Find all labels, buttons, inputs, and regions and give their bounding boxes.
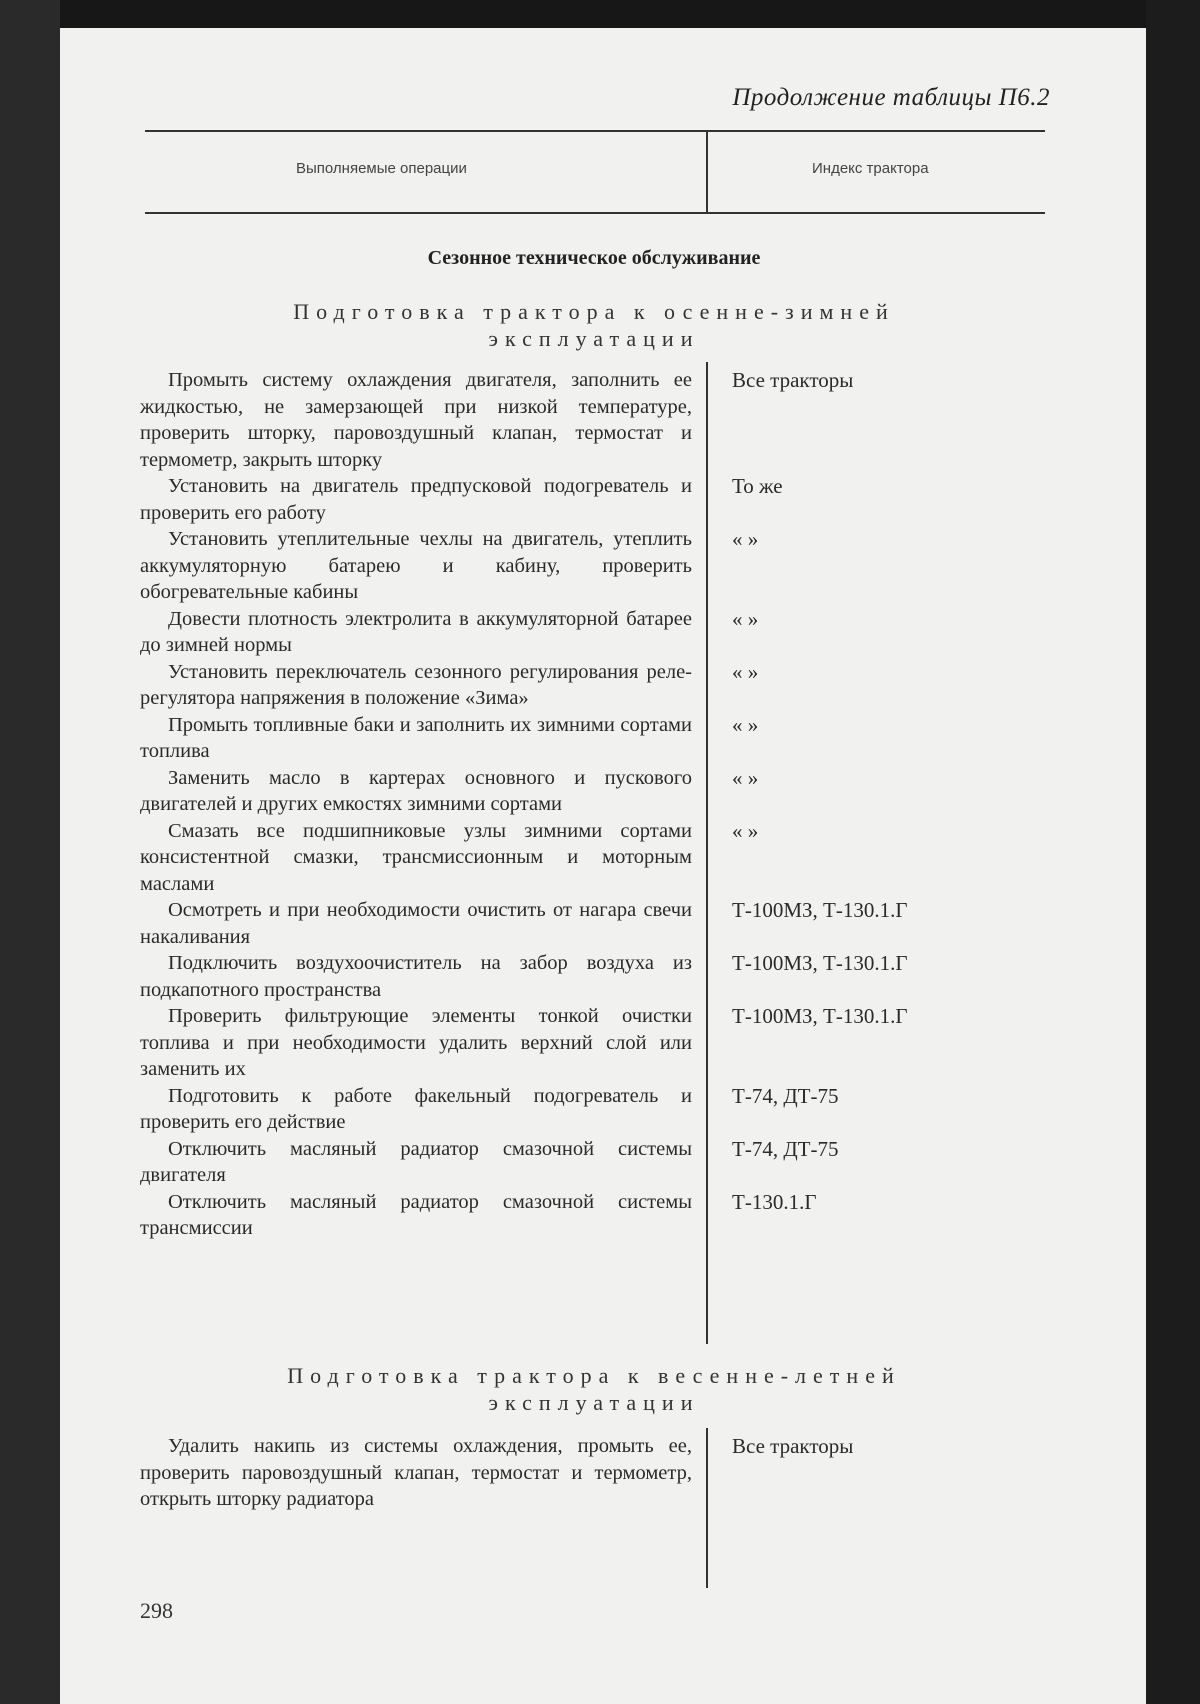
- tractor-index: « »: [732, 765, 759, 790]
- operation-text: Удалить накипь из системы охлаждения, промыть ее, проверить паровоздушный клапан, термостат и термометр, открыть шторку радиатора: [140, 1435, 692, 1510]
- table-row: [140, 712, 1080, 765]
- operation-text: Отключить масляный радиатор смазочной системы двигателя: [140, 1137, 692, 1186]
- table-row: [140, 367, 1080, 473]
- table-caption: Продолжение таблицы П6.2: [732, 84, 1050, 111]
- table-row: [140, 950, 1080, 1003]
- table-row: [140, 1083, 1080, 1136]
- operation-text: Заменить масло в картерах основного и пускового двигателей и других емкостях зимними сортами: [140, 766, 692, 815]
- tractor-index: Т-74, ДТ-75: [732, 1136, 839, 1161]
- table-row: [140, 1189, 1080, 1242]
- tractor-index: То же: [732, 474, 783, 498]
- table-row: [140, 659, 1080, 712]
- header-top-rule: [145, 130, 1045, 132]
- tractor-index: Т-130.1.Г: [732, 1189, 817, 1214]
- tractor-index: « »: [732, 606, 759, 631]
- tractor-index: « »: [732, 818, 759, 843]
- operations-list-spring-summer: [140, 1433, 1080, 1513]
- tractor-index: Все тракторы: [732, 1434, 854, 1458]
- operation-text: Довести плотность электролита в аккумуляторной батарее до зимней нормы: [140, 607, 692, 656]
- operation-text: Подготовить к работе факельный подогреватель и проверить его действие: [140, 1084, 692, 1133]
- operation-text: Подключить воздухоочиститель на забор воздуха из подкапотного пространства: [140, 952, 692, 1001]
- subsection-heading-line: Подготовка трактора к осенне-зимней: [293, 299, 895, 324]
- tractor-index: Т-100МЗ, Т-130.1.Г: [732, 1004, 908, 1028]
- table-row: [140, 818, 1080, 898]
- table-row: [140, 1433, 1080, 1513]
- operations-list-autumn-winter: [140, 367, 1080, 1242]
- tractor-index: Т-100МЗ, Т-130.1.Г: [732, 951, 908, 975]
- tractor-index: Все тракторы: [732, 368, 854, 392]
- tractor-index: Т-74, ДТ-75: [732, 1083, 839, 1108]
- scan-right-edge: [1146, 0, 1200, 1704]
- header-bottom-rule: [145, 212, 1045, 214]
- table-row: [140, 606, 1080, 659]
- table-row: [140, 526, 1080, 606]
- subsection-heading-spring-summer: [140, 1362, 1048, 1416]
- subsection-heading-line: Подготовка трактора к весенне-летней: [287, 1363, 901, 1388]
- table-row: [140, 897, 1080, 950]
- operation-text: Проверить фильтрующие элементы тонкой очистки топлива и при необходимости удалить верхний слой или заменить их: [140, 1005, 692, 1080]
- subsection-heading-line: эксплуатации: [488, 326, 700, 351]
- operation-text: Смазать все подшипниковые узлы зимними сортами консистентной смазки, трансмиссионным и моторным маслами: [140, 819, 692, 895]
- header-divider: [706, 132, 708, 212]
- subsection-heading-autumn-winter: [140, 298, 1048, 352]
- column-header-operations: Выполняемые операции: [296, 160, 467, 177]
- tractor-index: « »: [732, 659, 759, 684]
- operation-text: Промыть топливные баки и заполнить их зимними сортами топлива: [140, 713, 692, 762]
- tractor-index: Т-100МЗ, Т-130.1.Г: [732, 898, 908, 922]
- operation-text: Установить на двигатель предпусковой подогреватель и проверить его работу: [140, 475, 692, 524]
- table-row: [140, 1136, 1080, 1189]
- column-header-index: Индекс трактора: [812, 160, 929, 177]
- table-row: [140, 1003, 1080, 1083]
- table-row: [140, 473, 1080, 526]
- operation-text: Промыть систему охлаждения двигателя, заполнить ее жидкостью, не замерзающей при низкой температуре, проверить шторку, паровоздушный клапан, термостат и термометр, закрыть шторку: [140, 369, 692, 471]
- page-number: 298: [140, 1598, 173, 1623]
- section-title: Сезонное техническое обслуживание: [427, 247, 761, 269]
- operation-text: Установить переключатель сезонного регулирования реле-регулятора напряжения в положение «Зима»: [140, 660, 692, 709]
- subsection-heading-line: эксплуатации: [488, 1390, 700, 1415]
- operation-text: Отключить масляный радиатор смазочной системы трансмиссии: [140, 1190, 692, 1239]
- tractor-index: « »: [732, 712, 759, 737]
- tractor-index: « »: [732, 527, 759, 551]
- table-row: [140, 765, 1080, 818]
- operation-text: Осмотреть и при необходимости очистить от нагара свечи накаливания: [140, 899, 692, 948]
- operation-text: Установить утеплительные чехлы на двигатель, утеплить аккумуляторную батарею и кабину, проверить обогревательные кабины: [140, 528, 692, 603]
